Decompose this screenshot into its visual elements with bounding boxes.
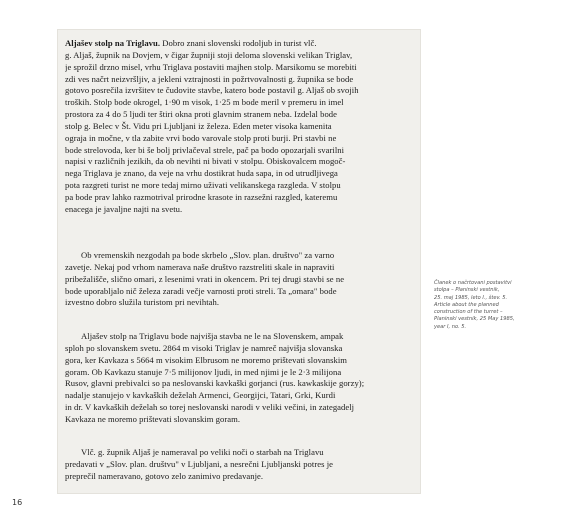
- text-line: [65, 62, 413, 74]
- text-line: [65, 286, 413, 298]
- text-line-content: gora, ker Kavkaza s 5664 m visokim Elbrusom ne moremo prištevati slovanskim: [65, 354, 348, 365]
- text-line-content: nega Triglava je znano, da veje na vrhu dostikrat huda sapa, in od utrudljivega: [65, 168, 338, 179]
- text-line: [65, 447, 413, 459]
- text-line: [65, 145, 413, 157]
- text-line: [65, 459, 413, 471]
- text-line: [65, 367, 413, 379]
- text-line: [65, 378, 413, 390]
- text-line-content: zdi ves načrt neizvršljiv, a jekleni vztrajnosti in požrtvovalnosti g. župnika se bode: [65, 73, 354, 84]
- caption-line: construction of the turret –: [434, 309, 503, 316]
- text-line-content: in dr. V kavkaških deželah so torej neslovanski narodi v veliki večini, in zategadelj: [65, 402, 355, 413]
- text-line: [65, 297, 413, 309]
- text-line: [65, 274, 413, 286]
- article-paragraph-4: [65, 447, 413, 483]
- text-line: [65, 343, 413, 355]
- text-line-content: pota razgreti turist ne more tedaj mirno uživati velikanskega razgleda. V stolpu: [65, 180, 341, 191]
- text-line: [65, 38, 413, 50]
- text-line-content: predavati v „Slov. plan. društvu" v Ljubljani, a nesrečni Ljubljanski potres je: [65, 458, 333, 469]
- caption-line: 25. maj 1985, leto I., štev. 5.: [434, 294, 508, 301]
- page-number: 16: [12, 498, 23, 507]
- text-line-content: Vlč. g. župnik Aljaš je nameraval po veliki noči o starbah na Triglavu: [81, 447, 324, 457]
- caption-line: Planinski vestnik, 25 May 1985,: [434, 316, 515, 323]
- text-line-content: je sprožil drzno misel, vrhu Triglava postaviti majhen stolp. Marsikomu se morebiti: [65, 61, 357, 72]
- text-line-content: Kavkaza ne moremo prištevati slovanskim goram.: [65, 413, 241, 424]
- text-line-content: gotovo posrečila izvršitev te čudovite stavbe, katero bode postavil g. Aljaš ob svojih: [65, 85, 359, 96]
- text-line-content: g. Aljaš, župnik na Dovjem, v čigar župniji stoji deloma slovenski velikan Triglav,: [65, 49, 353, 60]
- text-line: [65, 390, 413, 402]
- text-line-content: sploh po slovanskem svetu. 2864 m visoki Triglav je namreč najvišja slovanska: [65, 342, 343, 353]
- text-line: [65, 133, 413, 145]
- text-line: [65, 262, 413, 274]
- text-line: [65, 50, 413, 62]
- caption-line: Article about the planned: [434, 301, 499, 308]
- text-line: [65, 414, 413, 426]
- text-line: [65, 331, 413, 343]
- text-line: [65, 471, 413, 483]
- text-line: [65, 85, 413, 97]
- text-line-content: pa bode prav lahko razmotrival prirodne krasote in razsežni razgled, kateremu: [65, 191, 338, 202]
- text-line: [65, 250, 413, 262]
- caption-line: year I, no. 5.: [434, 323, 467, 330]
- text-line-content: ograja in močne, v tla zabite vrvi bodo varovale stolp proti burji. Pri stavbi ne: [65, 132, 337, 143]
- text-line-content: bode uporabljalo nič železa zaradi večje varnosti proti streli. Ta „omara" bode: [65, 285, 337, 296]
- text-line: [65, 74, 413, 86]
- text-line: [65, 402, 413, 414]
- text-line-content: Ob vremenskih nezgodah pa bode skrbelo „Slov. plan. društvo" za varno: [81, 250, 335, 260]
- text-line: [65, 121, 413, 133]
- article-paragraph-1: [65, 38, 413, 216]
- article-paragraph-2: [65, 250, 413, 309]
- text-line-content: napisi v različnih jezikih, da ob nevihti ni bivati v stolpu. Obiskovalcem mogoč-: [65, 156, 346, 167]
- caption-line: Članek o načrtovani postavitvi: [434, 280, 512, 286]
- text-line: [65, 180, 413, 192]
- text-line-content: troških. Stolp bode okrogel, 1·90 m visok, 1·25 m bode meril v premeru in imel: [65, 97, 344, 108]
- text-line: [65, 192, 413, 204]
- text-line-content: pribežališče, slično omari, z lesenimi vrati in okencem. Pri tej drugi stavbi se ne: [65, 273, 345, 284]
- text-line: [65, 204, 413, 216]
- caption-line: stolpa – Planinski vestnik,: [434, 287, 500, 294]
- scanned-newspaper-clipping: [57, 29, 421, 494]
- text-line-content: bode strelovoda, ker bi še bolj privlačeval strele, pač pa bodo opozarjali svarilni: [65, 144, 345, 155]
- text-line-content: enacega je javaljne najti na svetu.: [65, 203, 183, 214]
- image-caption: [434, 280, 552, 331]
- article-paragraph-3: [65, 331, 413, 426]
- text-line: [65, 355, 413, 367]
- text-line-content: Rusov, glavni prebivalci so pa neslovanski kavkaški gorjanci (rus. kawkaskije gorzy);: [65, 378, 365, 389]
- text-line: [65, 156, 413, 168]
- text-line: [65, 168, 413, 180]
- text-line-content: nadalje stanujejo v kavkaških deželah Armenci, Georgijci, Tatari, Grki, Kurdi: [65, 390, 336, 401]
- text-line-content: prostora za 4 do 5 ljudi ter štiri okna proti glavnim stranem neba. Izdelal bode: [65, 109, 337, 120]
- text-line-content: Dobro znani slovenski rodoljub in turist vlč.: [160, 38, 317, 48]
- text-line-content: stolp g. Belec v Št. Vidu pri Ljubljani iz železa. Eden meter visoka kamenita: [65, 120, 332, 131]
- text-line: [65, 97, 413, 109]
- text-line-content: preprečil nameravano, gotovo zelo zanimivo predavanje.: [65, 470, 264, 481]
- text-line: [65, 109, 413, 121]
- text-line-content: Aljašev stolp na Triglavu bode najvišja stavba ne le na Slovenskem, ampak: [81, 331, 344, 341]
- text-line-content: zavetje. Nekaj pod vrhom namerava naše društvo razstreliti skale in napraviti: [65, 261, 335, 272]
- article-headline: Aljašev stolp na Triglavu.: [65, 38, 161, 48]
- text-line-content: goram. Ob Kavkazu stanuje 7·5 milijonov ljudi, in med njimi je le 2·3 milijona: [65, 366, 342, 377]
- text-line-content: izvestno dobro služila turistom pri nevihtah.: [65, 297, 220, 308]
